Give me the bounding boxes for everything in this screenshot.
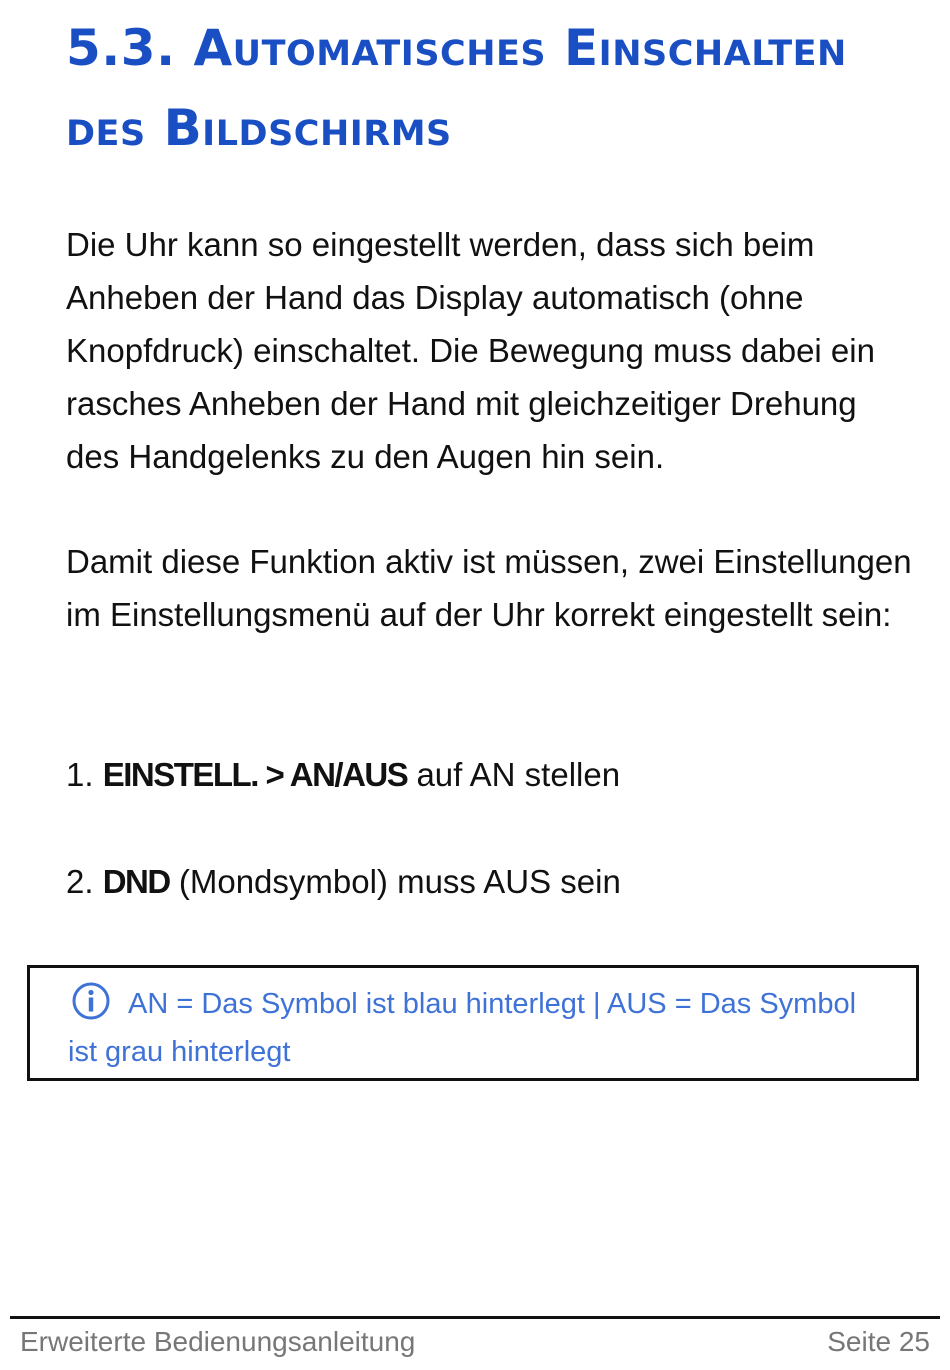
footer-page-number: Seite 25 (827, 1326, 930, 1357)
info-icon (72, 982, 110, 1020)
step-2 (66, 855, 916, 908)
section-heading-line-1: 5.3. Automatisches Einschalten (66, 19, 847, 77)
step-2-number: 2. (66, 863, 94, 900)
section-heading (66, 8, 926, 168)
step-2-setting: DND (102, 863, 170, 900)
footer-document-title: Erweiterte Bedienungsanleitung (20, 1326, 416, 1357)
section-heading-line-2: des Bildschirms (66, 99, 452, 157)
info-note (68, 980, 888, 1076)
step-1-setting: EINSTELL. > AN/AUS (102, 756, 408, 793)
intro-paragraph: Die Uhr kann so eingestellt werden, dass sich beim Anheben der Hand das Display automatisch (ohne Knopfdruck) einschaltet. Die Bewegung muss dabei ein rasches Anheben der Hand mit gleichzeitiger Drehung des Handgelenks zu den Augen hin sein. (66, 226, 875, 475)
footer-divider (10, 1316, 940, 1319)
step-1 (66, 748, 916, 801)
step-1-text: auf AN stellen (407, 756, 621, 793)
step-1-number: 1. (66, 756, 94, 793)
info-note-box (27, 965, 919, 1081)
info-note-text: AN = Das Symbol ist blau hinterlegt | AUS = Das Symbol ist grau hinterlegt (68, 988, 857, 1068)
requirements-paragraph: Damit diese Funktion aktiv ist müssen, zwei Einstellungen im Einstellungsmenü auf der Uhr korrekt eingestellt sein: (66, 543, 912, 633)
step-2-text: (Mondsymbol) muss AUS sein (169, 863, 621, 900)
